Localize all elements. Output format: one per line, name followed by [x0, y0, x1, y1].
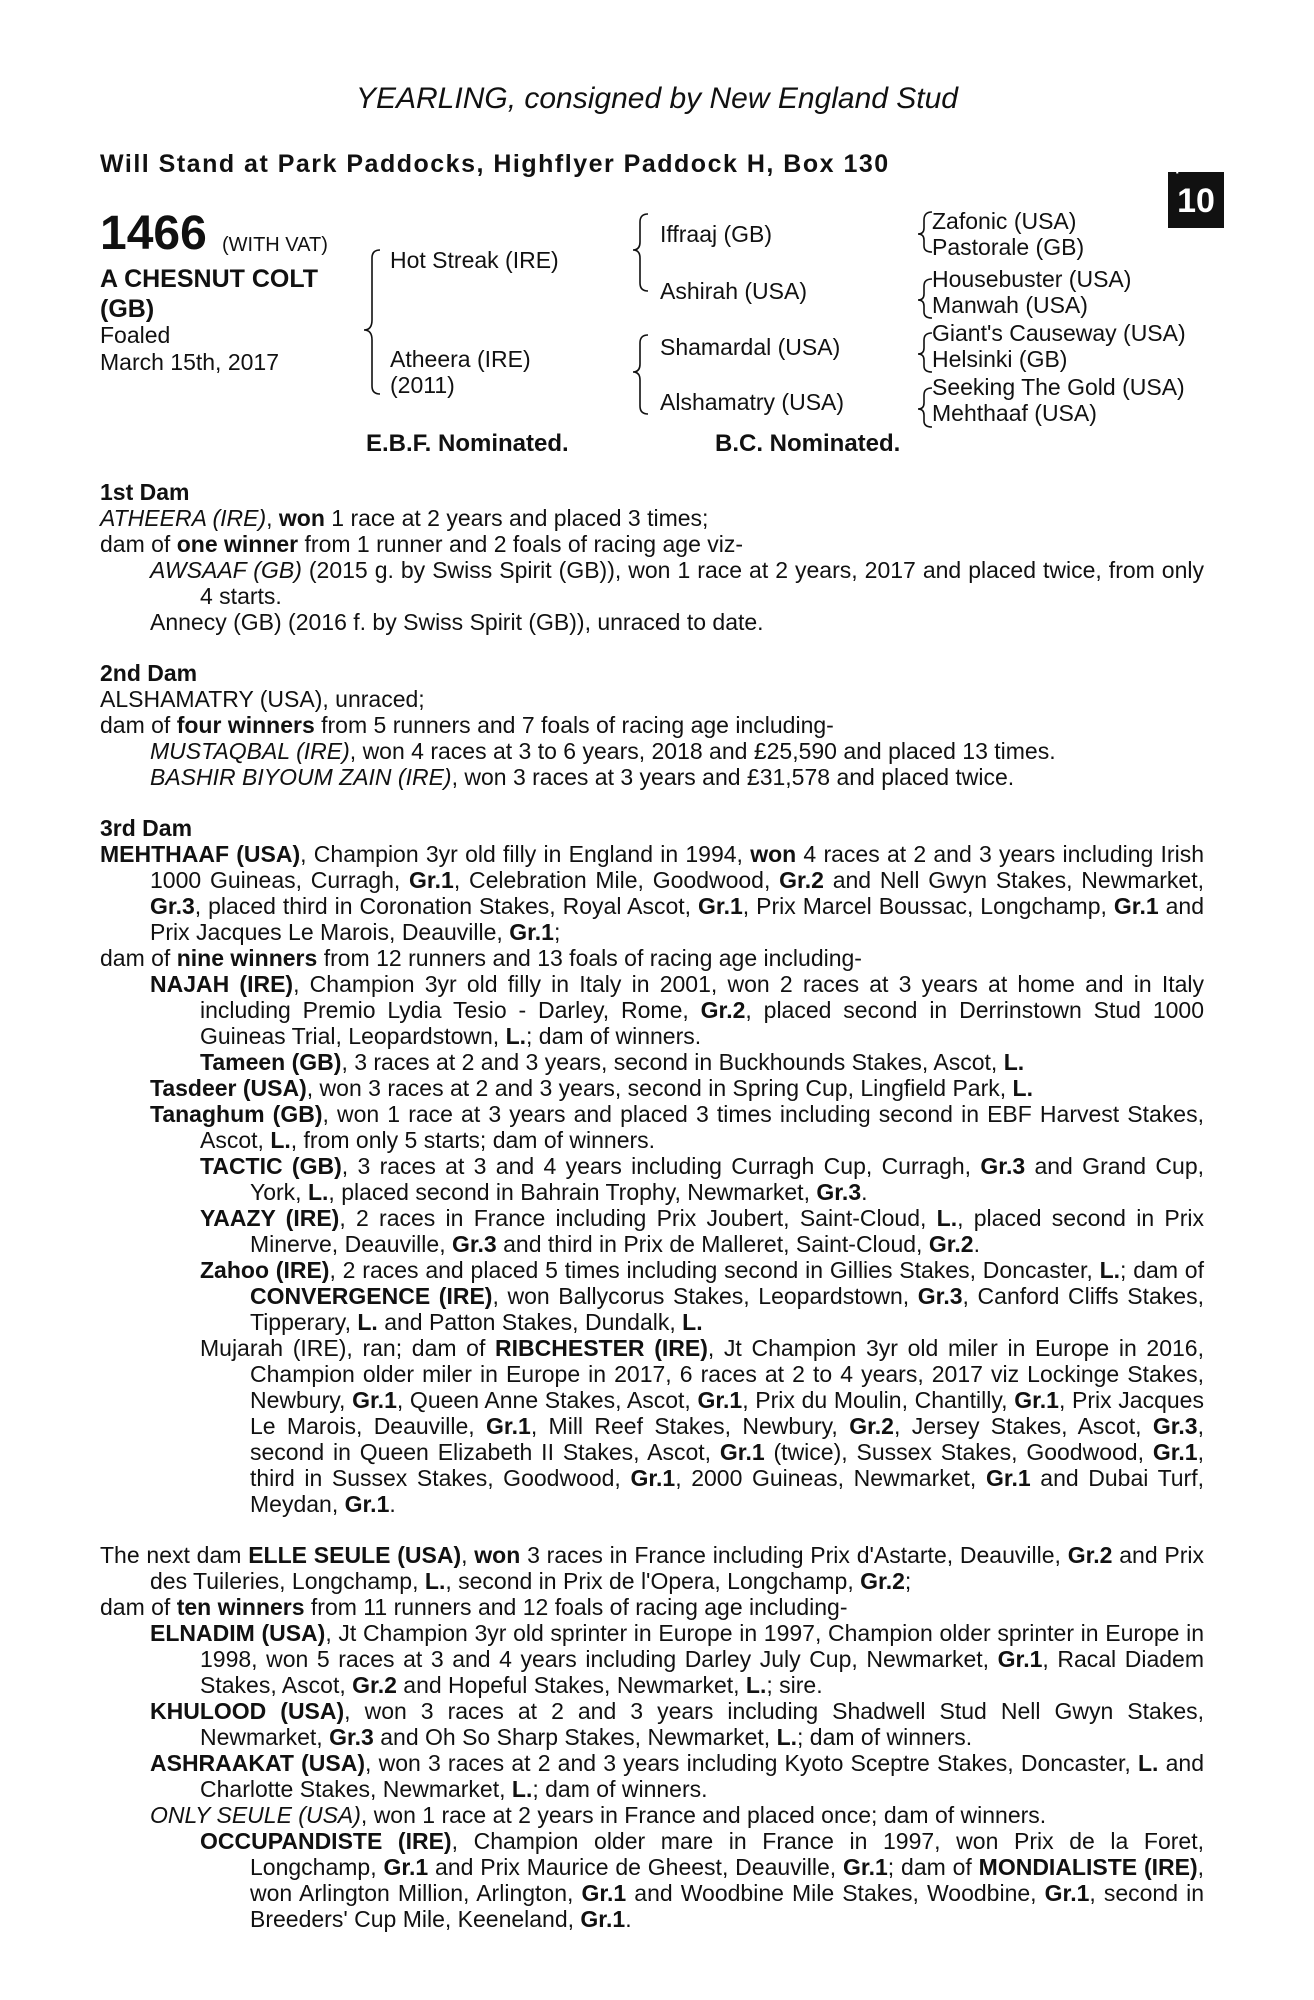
progeny-yaazy: YAAZY (IRE), 2 races in France including Prix Joubert, Saint-Cloud, L., placed second in Prix Minerve, Deauville, Gr.3 and third in Prix de Malleret, Saint-Cloud, Gr.2. [200, 1205, 1204, 1257]
bracket-gen3-b [918, 279, 932, 318]
ped-dss: Giant's Causeway (USA) [932, 320, 1186, 346]
badge-plus: + [1172, 159, 1183, 179]
lot-foaled [100, 322, 279, 376]
progeny-tameen: Tameen (GB), 3 races at 2 and 3 years, second in Buckhounds Stakes, Ascot, L. [200, 1049, 1025, 1075]
ebf-nominated: E.B.F. Nominated. [366, 430, 569, 457]
lot-badge [1168, 159, 1224, 228]
ped-ddd: Mehthaaf (USA) [932, 400, 1097, 426]
ped-sss: Zafonic (USA) [932, 208, 1077, 234]
ped-sire: Hot Streak (IRE) [390, 247, 559, 273]
lot-vat: (WITH VAT) [222, 234, 328, 256]
progeny-occupandiste: OCCUPANDISTE (IRE), Champion older mare in France in 1997, won Prix de la Foret, Longchamp, Gr.1 and Prix Maurice de Gheest, Deauville, Gr.1; dam of MONDIALISTE (IRE), won Arlington Million, Arlington, Gr.1 and Woodbine Mile Stakes, Woodbine, Gr.1, second in Breeders' Cup Mile, Keeneland, Gr.1. [200, 1828, 1204, 1932]
dam3-intro: MEHTHAAF (USA), Champion 3yr old filly in England in 1994, won 4 races at 2 and 3 years including Irish 1000 Guineas, Curragh, Gr.1, Celebration Mile, Goodwood, Gr.2 and Nell Gwyn Stakes, Newmarket, Gr.3, placed third in Coronation Stakes, Royal Ascot, Gr.1, Prix Marcel Boussac, Longchamp, Gr.1 and Prix Jacques Le Marois, Deauville, Gr.1; [100, 841, 1204, 945]
ped-sd: Ashirah (USA) [660, 278, 807, 304]
bracket-gen3-d [918, 388, 932, 427]
dam2-progeny-1: MUSTAQBAL (IRE), won 4 races at 3 to 6 years, 2018 and £25,590 and placed 13 times. [150, 738, 1056, 764]
ped-ds: Shamardal (USA) [660, 334, 841, 360]
dam2-line2: dam of four winners from 5 runners and 7 foals of racing age including- [100, 712, 834, 738]
ped-dam-year: (2011) [390, 372, 455, 398]
progeny-tasdeer: Tasdeer (USA), won 3 races at 2 and 3 years, second in Spring Cup, Lingfield Park, L. [150, 1075, 1033, 1101]
bracket-gen3-c [918, 333, 932, 372]
progeny-najah: NAJAH (IRE), Champion 3yr old filly in Italy in 2001, won 2 races at 3 years at home and in Italy including Premio Lydia Tesio - Darley, Rome, Gr.2, placed second in Derrinstown Stud 1000 Guineas Trial, Leopardstown, L.; dam of winners. [150, 971, 1204, 1049]
consignment-line: YEARLING, consigned by New England Stud [355, 82, 958, 115]
dam1-progeny-1: AWSAAF (GB) (2015 g. by Swiss Spirit (GB)), won 1 race at 2 years, 2017 and placed twice, from only 4 starts. [150, 557, 1205, 609]
lot-description: A CHESNUT COLT (GB) [100, 265, 319, 323]
foaled-date: March 15th, 2017 [100, 349, 280, 375]
dam3-line2: dam of nine winners from 12 runners and 13 foals of racing age including- [100, 945, 862, 971]
ped-sdd: Manwah (USA) [932, 292, 1088, 318]
dam2-heading: 2nd Dam [100, 660, 198, 686]
ped-dds: Seeking The Gold (USA) [932, 374, 1185, 400]
bracket-gen2-dam [633, 335, 648, 414]
dam1-line1: ATHEERA (IRE), won 1 race at 2 years and placed 3 times; [100, 505, 709, 531]
ped-dsd: Helsinki (GB) [932, 346, 1068, 372]
progeny-ashraakat: ASHRAAKAT (USA), won 3 races at 2 and 3 years including Kyoto Sceptre Stakes, Doncaster, L. and Charlotte Stakes, Newmarket, L.; dam of winners. [150, 1750, 1204, 1802]
stand-location: Will Stand at Park Paddocks, Highflyer Paddock H, Box 130 [100, 150, 890, 178]
ped-ss: Iffraaj (GB) [660, 221, 773, 247]
progeny-elnadim: ELNADIM (USA), Jt Champion 3yr old sprinter in Europe in 1997, Champion older sprinter in Europe in 1998, won 5 races at 3 and 4 years including Darley July Cup, Newmarket, Gr.1, Racal Diadem Stakes, Ascot, Gr.2 and Hopeful Stakes, Newmarket, L.; sire. [150, 1620, 1204, 1698]
bracket-gen3-a [918, 212, 932, 252]
dam1-heading: 1st Dam [100, 479, 190, 505]
lot-number: 1466 [100, 207, 207, 260]
pedigree-brackets [0, 0, 1, 1]
progeny-zahoo: Zahoo (IRE), 2 races and placed 5 times including second in Gillies Stakes, Doncaster, L.; dam of CONVERGENCE (IRE), won Ballycorus Stakes, Leopardstown, Gr.3, Canford Cliffs Stakes, Tipperary, L. and Patton Stakes, Dundalk, L. [200, 1257, 1204, 1335]
progeny-tanaghum: Tanaghum (GB), won 1 race at 3 years and placed 3 times including second in EBF Harvest Stakes, Ascot, L., from only 5 starts; dam of winners. [150, 1101, 1204, 1153]
bc-nominated: B.C. Nominated. [715, 430, 901, 457]
badge-label: 10 [1177, 182, 1215, 220]
dam2-progeny-2: BASHIR BIYOUM ZAIN (IRE), won 3 races at 3 years and £31,578 and placed twice. [150, 764, 1015, 790]
next-dam-line2: dam of ten winners from 11 runners and 12 foals of racing age including- [100, 1594, 848, 1620]
progeny-tactic: TACTIC (GB), 3 races at 3 and 4 years including Curragh Cup, Curragh, Gr.3 and Grand Cup, York, L., placed second in Bahrain Trophy, Newmarket, Gr.3. [200, 1153, 1205, 1205]
dam1-line2: dam of one winner from 1 runner and 2 foals of racing age viz- [100, 531, 744, 557]
dam1-progeny-2: Annecy (GB) (2016 f. by Swiss Spirit (GB)), unraced to date. [150, 609, 764, 635]
bracket-gen1 [364, 250, 380, 394]
progeny-mujarah: Mujarah (IRE), ran; dam of RIBCHESTER (IRE), Jt Champion 3yr old miler in Europe in 2016, Champion older miler in Europe in 2017, 6 races at 2 to 4 years, 2017 viz Lockinge Stakes, Newbury, Gr.1, Queen Anne Stakes, Ascot, Gr.1, Prix du Moulin, Chantilly, Gr.1, Prix Jacques Le Marois, Deauville, Gr.1, Mill Reef Stakes, Newbury, Gr.2, Jersey Stakes, Ascot, Gr.3, second in Queen Elizabeth II Stakes, Ascot, Gr.1 (twice), Sussex Stakes, Goodwood, Gr.1, third in Sussex Stakes, Goodwood, Gr.1, 2000 Guineas, Newmarket, Gr.1 and Dubai Turf, Meydan, Gr.1. [200, 1335, 1204, 1517]
bracket-gen2-sire [633, 214, 648, 291]
progeny-khulood: KHULOOD (USA), won 3 races at 2 and 3 years including Shadwell Stud Nell Gwyn Stakes, Newmarket, Gr.3 and Oh So Sharp Stakes, Newmarket, L.; dam of winners. [150, 1698, 1204, 1750]
next-dam-intro: The next dam ELLE SEULE (USA), won 3 races in France including Prix d'Astarte, Deauville, Gr.2 and Prix des Tuileries, Longchamp, L., second in Prix de l'Opera, Longchamp, Gr.2; [100, 1542, 1205, 1594]
ped-dd: Alshamatry (USA) [660, 389, 845, 415]
foaled-label: Foaled [100, 322, 171, 348]
ped-ssd: Pastorale (GB) [932, 234, 1085, 260]
ped-sds: Housebuster (USA) [932, 266, 1132, 292]
dam2-line1: ALSHAMATRY (USA), unraced; [100, 686, 425, 712]
ped-dam: Atheera (IRE) [390, 346, 531, 372]
dam3-heading: 3rd Dam [100, 815, 193, 841]
progeny-only-seule: ONLY SEULE (USA), won 1 race at 2 years in France and placed once; dam of winners. [150, 1802, 1047, 1828]
